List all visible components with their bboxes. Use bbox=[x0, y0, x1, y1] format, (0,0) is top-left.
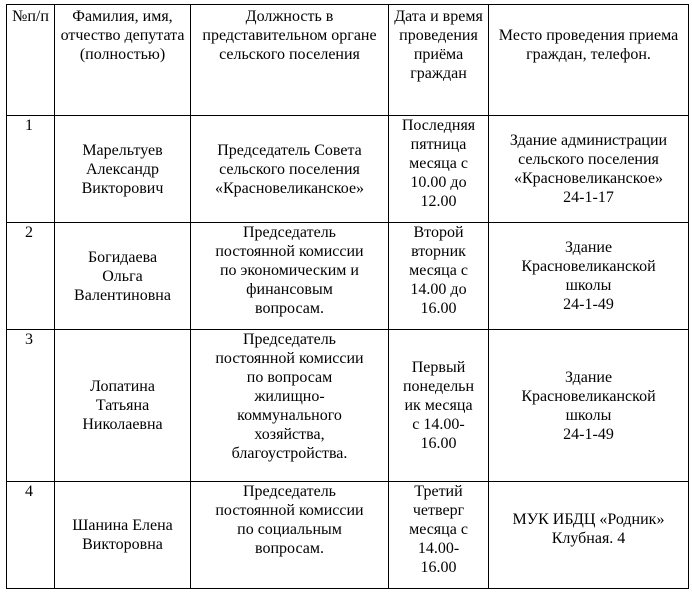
header-full-name: Фамилия, имя, отчество депутата (полностью) bbox=[55, 5, 191, 116]
header-position: Должность в представительном органе сельского поселения bbox=[191, 5, 389, 116]
reception-time: Первый понедельн ик месяца с 14.00- 16.00 bbox=[389, 330, 489, 482]
reception-time: Последняя пятница месяца с 10.00 до 12.00 bbox=[389, 116, 489, 223]
deputy-position: Председатель постоянной комиссии по вопросам жилищно- коммунального хозяйства, благоустройства. bbox=[191, 330, 389, 482]
deputy-name: Лопатина Татьяна Николаевна bbox=[55, 330, 191, 482]
table-row bbox=[7, 116, 689, 223]
table-row bbox=[7, 482, 689, 589]
row-number: 4 bbox=[7, 482, 55, 589]
deputy-name: Шанина Елена Викторовна bbox=[55, 482, 191, 589]
header-number: №п/п bbox=[7, 5, 55, 116]
reception-time: Третий четверг месяца с 14.00- 16.00 bbox=[389, 482, 489, 589]
header-reception-time: Дата и время проведения приёма граждан bbox=[389, 5, 489, 116]
deputy-name: Богидаева Ольга Валентиновна bbox=[55, 223, 191, 330]
reception-place: МУК ИБДЦ «Родник» Клубная. 4 bbox=[489, 482, 689, 589]
reception-place: Здание администрации сельского поселения «Красновеликанское» 24-1-17 bbox=[489, 116, 689, 223]
deputy-position: Председатель постоянной комиссии по социальным вопросам. bbox=[191, 482, 389, 589]
reception-time: Второй вторник месяца с 14.00 до 16.00 bbox=[389, 223, 489, 330]
reception-place: Здание Красновеликанской школы 24-1-49 bbox=[489, 330, 689, 482]
deputy-name: Марельтуев Александр Викторович bbox=[55, 116, 191, 223]
header-reception-place: Место проведения приема граждан, телефон. bbox=[489, 5, 689, 116]
table-header-row bbox=[7, 5, 689, 116]
deputy-position: Председатель Совета сельского поселения «Красновеликанское» bbox=[191, 116, 389, 223]
table-row bbox=[7, 330, 689, 482]
row-number: 1 bbox=[7, 116, 55, 223]
table-row bbox=[7, 223, 689, 330]
row-number: 3 bbox=[7, 330, 55, 482]
deputy-position: Председатель постоянной комиссии по экономическим и финансовым вопросам. bbox=[191, 223, 389, 330]
reception-place: Здание Красновеликанской школы 24-1-49 bbox=[489, 223, 689, 330]
row-number: 2 bbox=[7, 223, 55, 330]
deputies-reception-table bbox=[6, 4, 689, 589]
